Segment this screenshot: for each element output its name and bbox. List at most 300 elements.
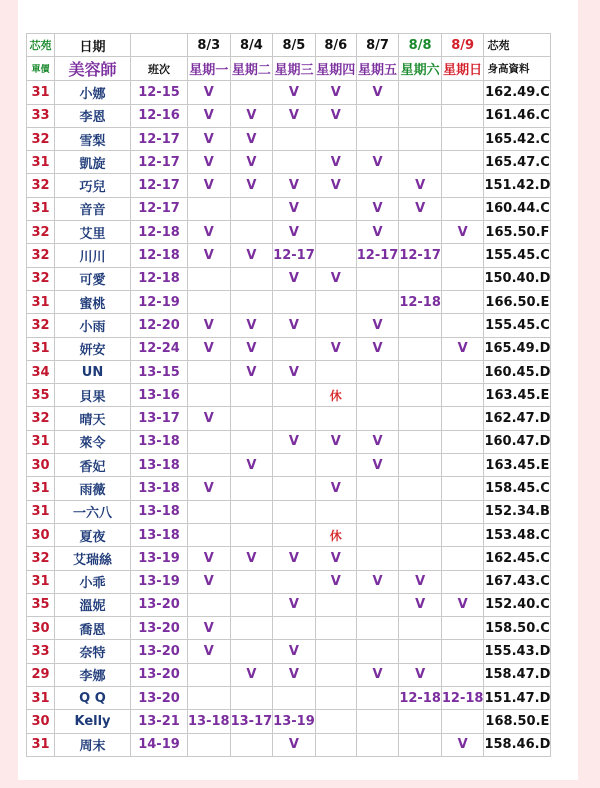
shift-cell: 13-20 <box>131 640 188 663</box>
availability-cell <box>399 384 442 407</box>
availability-cell <box>356 710 399 733</box>
weekday-header-3: 星期四 <box>315 57 356 81</box>
table-row <box>27 151 551 174</box>
availability-cell: V <box>273 197 316 220</box>
availability-cell: V <box>188 407 231 430</box>
height-data-cell: 155.45.C <box>484 244 551 267</box>
availability-cell <box>315 127 356 150</box>
beautician-name-cell: 蜜桃 <box>55 290 131 313</box>
beautician-name-cell: 溫妮 <box>55 593 131 616</box>
beautician-name-cell: 小娜 <box>55 81 131 104</box>
header-row-weekdays <box>27 57 551 81</box>
availability-cell <box>230 430 273 453</box>
availability-cell: V <box>399 663 442 686</box>
availability-cell <box>315 290 356 313</box>
availability-cell <box>273 523 316 546</box>
availability-cell <box>356 127 399 150</box>
availability-cell <box>441 360 484 383</box>
table-row <box>27 127 551 150</box>
shift-cell: 13-16 <box>131 384 188 407</box>
availability-cell: V <box>399 593 442 616</box>
shift-cell: 12-18 <box>131 244 188 267</box>
availability-cell <box>441 640 484 663</box>
availability-cell <box>188 360 231 383</box>
price-cell: 31 <box>27 570 55 593</box>
weekday-header-2: 星期三 <box>273 57 316 81</box>
weekday-header-1: 星期二 <box>230 57 273 81</box>
availability-cell <box>399 500 442 523</box>
availability-cell <box>441 710 484 733</box>
availability-cell: V <box>315 81 356 104</box>
price-cell: 31 <box>27 197 55 220</box>
height-data-cell: 165.49.D <box>484 337 551 360</box>
availability-cell <box>188 384 231 407</box>
price-cell: 33 <box>27 104 55 127</box>
price-cell: 31 <box>27 337 55 360</box>
availability-cell <box>399 221 442 244</box>
availability-cell <box>273 407 316 430</box>
availability-cell: 12-17 <box>399 244 442 267</box>
availability-cell <box>188 430 231 453</box>
height-data-cell: 155.43.D <box>484 640 551 663</box>
beautician-label: 美容師 <box>55 57 131 81</box>
date-header-3: 8/6 <box>315 34 356 57</box>
availability-cell <box>399 454 442 477</box>
availability-cell: V <box>188 151 231 174</box>
availability-cell <box>315 314 356 337</box>
shift-cell: 12-18 <box>131 267 188 290</box>
beautician-name-cell: 小雨 <box>55 314 131 337</box>
height-data-cell: 160.45.D <box>484 360 551 383</box>
shift-cell: 13-19 <box>131 547 188 570</box>
shift-cell: 13-20 <box>131 663 188 686</box>
availability-cell: 13-18 <box>188 710 231 733</box>
availability-cell: V <box>273 547 316 570</box>
shift-cell: 14-19 <box>131 733 188 756</box>
availability-cell <box>399 104 442 127</box>
height-data-cell: 167.43.C <box>484 570 551 593</box>
shift-cell: 13-18 <box>131 454 188 477</box>
shift-cell: 12-17 <box>131 127 188 150</box>
shift-cell: 12-19 <box>131 290 188 313</box>
availability-cell: 12-18 <box>399 290 442 313</box>
availability-cell: V <box>188 337 231 360</box>
availability-cell: V <box>315 267 356 290</box>
date-header-4: 8/7 <box>356 34 399 57</box>
availability-cell: V <box>315 570 356 593</box>
availability-cell <box>441 570 484 593</box>
availability-cell <box>399 407 442 430</box>
availability-cell <box>356 500 399 523</box>
availability-cell <box>230 267 273 290</box>
height-data-cell: 165.42.C <box>484 127 551 150</box>
availability-cell <box>441 384 484 407</box>
table-row <box>27 710 551 733</box>
height-data-cell: 153.48.C <box>484 523 551 546</box>
availability-cell <box>230 81 273 104</box>
beautician-name-cell: 香妃 <box>55 454 131 477</box>
availability-cell: 13-19 <box>273 710 316 733</box>
height-data-cell: 158.46.D <box>484 733 551 756</box>
availability-cell: V <box>315 477 356 500</box>
availability-cell <box>315 733 356 756</box>
table-row <box>27 407 551 430</box>
height-data-cell: 152.40.C <box>484 593 551 616</box>
table-row <box>27 384 551 407</box>
height-data-cell: 151.42.D <box>484 174 551 197</box>
availability-cell <box>273 384 316 407</box>
price-cell: 32 <box>27 127 55 150</box>
availability-cell <box>399 337 442 360</box>
table-row <box>27 617 551 640</box>
beautician-name-cell: 妍安 <box>55 337 131 360</box>
shift-cell: 13-20 <box>131 593 188 616</box>
price-cell: 30 <box>27 454 55 477</box>
availability-cell: V <box>188 617 231 640</box>
availability-cell: V <box>356 197 399 220</box>
availability-cell <box>399 617 442 640</box>
availability-cell <box>273 687 316 710</box>
availability-cell: 休 <box>315 384 356 407</box>
availability-cell: V <box>356 337 399 360</box>
availability-cell <box>230 733 273 756</box>
availability-cell: V <box>188 547 231 570</box>
availability-cell: V <box>230 547 273 570</box>
availability-cell <box>356 593 399 616</box>
availability-cell: V <box>356 81 399 104</box>
availability-cell <box>356 733 399 756</box>
availability-cell <box>356 407 399 430</box>
beautician-name-cell: 奈特 <box>55 640 131 663</box>
availability-cell: V <box>273 267 316 290</box>
shift-cell: 13-18 <box>131 523 188 546</box>
availability-cell: 12-18 <box>441 687 484 710</box>
price-cell: 31 <box>27 500 55 523</box>
availability-cell <box>230 197 273 220</box>
date-header-5: 8/8 <box>399 34 442 57</box>
availability-cell <box>273 454 316 477</box>
beautician-name-cell: 凱旋 <box>55 151 131 174</box>
date-label: 日期 <box>55 34 131 57</box>
table-row <box>27 733 551 756</box>
availability-cell <box>399 710 442 733</box>
availability-cell: V <box>273 360 316 383</box>
table-row <box>27 687 551 710</box>
availability-cell <box>188 197 231 220</box>
shift-label: 班次 <box>131 57 188 81</box>
date-header-1: 8/4 <box>230 34 273 57</box>
availability-cell <box>315 663 356 686</box>
beautician-name-cell: 雨薇 <box>55 477 131 500</box>
availability-cell: V <box>273 663 316 686</box>
availability-cell: V <box>273 221 316 244</box>
table-row <box>27 221 551 244</box>
date-header-0: 8/3 <box>188 34 231 57</box>
table-row <box>27 290 551 313</box>
availability-cell: V <box>441 733 484 756</box>
table-row <box>27 314 551 337</box>
table-row <box>27 477 551 500</box>
availability-cell: V <box>188 640 231 663</box>
price-cell: 34 <box>27 360 55 383</box>
table-row <box>27 454 551 477</box>
weekday-header-0: 星期一 <box>188 57 231 81</box>
beautician-name-cell: UN <box>55 360 131 383</box>
price-cell: 32 <box>27 407 55 430</box>
brand-label-right: 芯苑 <box>484 34 551 57</box>
availability-cell: V <box>315 151 356 174</box>
availability-cell <box>315 407 356 430</box>
availability-cell <box>315 454 356 477</box>
availability-cell <box>315 197 356 220</box>
availability-cell: V <box>188 104 231 127</box>
beautician-name-cell: 川川 <box>55 244 131 267</box>
availability-cell <box>315 640 356 663</box>
availability-cell <box>399 523 442 546</box>
availability-cell <box>230 617 273 640</box>
availability-cell: 12-18 <box>399 687 442 710</box>
availability-cell <box>315 710 356 733</box>
availability-cell <box>399 81 442 104</box>
availability-cell <box>230 500 273 523</box>
height-data-cell: 165.50.F <box>484 221 551 244</box>
weekday-header-4: 星期五 <box>356 57 399 81</box>
availability-cell: V <box>356 570 399 593</box>
availability-cell <box>399 360 442 383</box>
availability-cell <box>441 663 484 686</box>
availability-cell: V <box>230 174 273 197</box>
availability-cell <box>441 407 484 430</box>
availability-cell: V <box>188 221 231 244</box>
price-cell: 32 <box>27 267 55 290</box>
price-cell: 30 <box>27 710 55 733</box>
availability-cell <box>441 523 484 546</box>
availability-cell <box>441 314 484 337</box>
availability-cell: V <box>441 593 484 616</box>
price-cell: 33 <box>27 640 55 663</box>
beautician-name-cell: 喬恩 <box>55 617 131 640</box>
price-cell: 31 <box>27 81 55 104</box>
availability-cell <box>315 617 356 640</box>
availability-cell <box>356 104 399 127</box>
availability-cell: V <box>315 547 356 570</box>
height-data-cell: 163.45.E <box>484 384 551 407</box>
availability-cell: V <box>188 127 231 150</box>
shift-cell: 12-16 <box>131 104 188 127</box>
weekday-header-6: 星期日 <box>441 57 484 81</box>
beautician-name-cell: 夏夜 <box>55 523 131 546</box>
availability-cell <box>315 221 356 244</box>
table-row <box>27 104 551 127</box>
availability-cell <box>188 267 231 290</box>
availability-cell <box>230 523 273 546</box>
availability-cell <box>399 314 442 337</box>
availability-cell <box>441 174 484 197</box>
beautician-name-cell: 晴天 <box>55 407 131 430</box>
beautician-name-cell: 小乖 <box>55 570 131 593</box>
availability-cell: V <box>230 244 273 267</box>
shift-cell: 12-24 <box>131 337 188 360</box>
shift-cell: 12-17 <box>131 151 188 174</box>
beautician-name-cell: 李娜 <box>55 663 131 686</box>
availability-cell: V <box>188 477 231 500</box>
header-row-dates <box>27 34 551 57</box>
availability-cell <box>315 244 356 267</box>
price-cell: 32 <box>27 244 55 267</box>
availability-cell <box>273 617 316 640</box>
table-row <box>27 360 551 383</box>
availability-cell <box>188 454 231 477</box>
availability-cell: V <box>188 570 231 593</box>
availability-cell <box>356 360 399 383</box>
beautician-name-cell: 可愛 <box>55 267 131 290</box>
table-row <box>27 500 551 523</box>
height-data-cell: 150.40.D <box>484 267 551 290</box>
availability-cell: 13-17 <box>230 710 273 733</box>
price-cell: 32 <box>27 221 55 244</box>
height-data-cell: 162.45.C <box>484 547 551 570</box>
availability-cell <box>230 407 273 430</box>
beautician-name-cell: 艾里 <box>55 221 131 244</box>
availability-cell: 12-17 <box>273 244 316 267</box>
schedule-sheet <box>18 0 578 780</box>
availability-cell <box>230 687 273 710</box>
availability-cell: V <box>273 174 316 197</box>
shift-cell: 12-18 <box>131 221 188 244</box>
availability-cell <box>441 81 484 104</box>
availability-cell: V <box>399 174 442 197</box>
table-row <box>27 663 551 686</box>
availability-cell: V <box>356 454 399 477</box>
price-cell: 35 <box>27 384 55 407</box>
availability-cell <box>441 104 484 127</box>
availability-cell <box>273 337 316 360</box>
availability-cell <box>399 127 442 150</box>
availability-cell: V <box>230 337 273 360</box>
height-data-cell: 160.44.C <box>484 197 551 220</box>
date-header-6: 8/9 <box>441 34 484 57</box>
height-data-cell: 152.34.B <box>484 500 551 523</box>
availability-cell: V <box>230 104 273 127</box>
availability-cell <box>356 477 399 500</box>
availability-cell <box>230 477 273 500</box>
availability-cell: V <box>188 314 231 337</box>
availability-cell <box>399 733 442 756</box>
availability-cell: V <box>230 127 273 150</box>
availability-cell <box>441 500 484 523</box>
price-cell: 31 <box>27 430 55 453</box>
availability-cell <box>399 151 442 174</box>
price-cell: 31 <box>27 687 55 710</box>
availability-cell: V <box>356 151 399 174</box>
height-data-cell: 165.47.C <box>484 151 551 174</box>
availability-cell: V <box>441 221 484 244</box>
availability-cell <box>356 384 399 407</box>
availability-cell <box>230 221 273 244</box>
shift-cell: 12-15 <box>131 81 188 104</box>
availability-cell <box>230 593 273 616</box>
availability-cell: V <box>273 640 316 663</box>
table-row <box>27 593 551 616</box>
availability-cell: V <box>273 104 316 127</box>
brand-label: 芯苑 <box>27 34 55 57</box>
shift-cell: 13-21 <box>131 710 188 733</box>
availability-cell <box>315 500 356 523</box>
height-data-cell: 168.50.E <box>484 710 551 733</box>
shift-cell: 13-19 <box>131 570 188 593</box>
height-data-cell: 160.47.D <box>484 430 551 453</box>
availability-cell <box>399 640 442 663</box>
availability-cell <box>441 477 484 500</box>
table-row <box>27 337 551 360</box>
availability-cell <box>273 151 316 174</box>
availability-cell <box>188 523 231 546</box>
availability-cell <box>273 570 316 593</box>
table-row <box>27 244 551 267</box>
shift-cell: 12-17 <box>131 197 188 220</box>
table-row <box>27 81 551 104</box>
availability-cell: V <box>188 174 231 197</box>
availability-cell: V <box>273 733 316 756</box>
availability-cell <box>441 197 484 220</box>
height-data-cell: 166.50.E <box>484 290 551 313</box>
availability-cell <box>273 500 316 523</box>
height-data-cell: 155.45.C <box>484 314 551 337</box>
table-row <box>27 640 551 663</box>
price-cell: 29 <box>27 663 55 686</box>
availability-cell: V <box>273 81 316 104</box>
availability-cell <box>441 547 484 570</box>
beautician-name-cell: 萊令 <box>55 430 131 453</box>
availability-cell: V <box>315 174 356 197</box>
table-row <box>27 174 551 197</box>
availability-cell: V <box>273 593 316 616</box>
price-cell: 30 <box>27 617 55 640</box>
shift-cell: 12-17 <box>131 174 188 197</box>
availability-cell <box>188 687 231 710</box>
date-header-2: 8/5 <box>273 34 316 57</box>
price-cell: 35 <box>27 593 55 616</box>
height-data-cell: 158.45.C <box>484 477 551 500</box>
shift-cell: 12-20 <box>131 314 188 337</box>
availability-cell <box>399 267 442 290</box>
shift-cell: 13-18 <box>131 430 188 453</box>
availability-cell: V <box>356 430 399 453</box>
price-cell: 31 <box>27 733 55 756</box>
shift-cell: 13-20 <box>131 617 188 640</box>
availability-cell: 休 <box>315 523 356 546</box>
availability-cell <box>356 174 399 197</box>
availability-cell <box>188 290 231 313</box>
height-data-cell: 163.45.E <box>484 454 551 477</box>
beautician-name-cell: 艾瑞絲 <box>55 547 131 570</box>
availability-cell: 12-17 <box>356 244 399 267</box>
weekday-header-5: 星期六 <box>399 57 442 81</box>
availability-cell: V <box>441 337 484 360</box>
availability-cell <box>188 733 231 756</box>
availability-cell <box>315 687 356 710</box>
table-row <box>27 523 551 546</box>
beautician-name-cell: 貝果 <box>55 384 131 407</box>
availability-cell <box>273 477 316 500</box>
height-data-cell: 158.50.C <box>484 617 551 640</box>
availability-cell: V <box>356 663 399 686</box>
table-row <box>27 430 551 453</box>
table-row <box>27 570 551 593</box>
availability-cell <box>230 290 273 313</box>
availability-cell <box>273 127 316 150</box>
availability-cell: V <box>399 197 442 220</box>
